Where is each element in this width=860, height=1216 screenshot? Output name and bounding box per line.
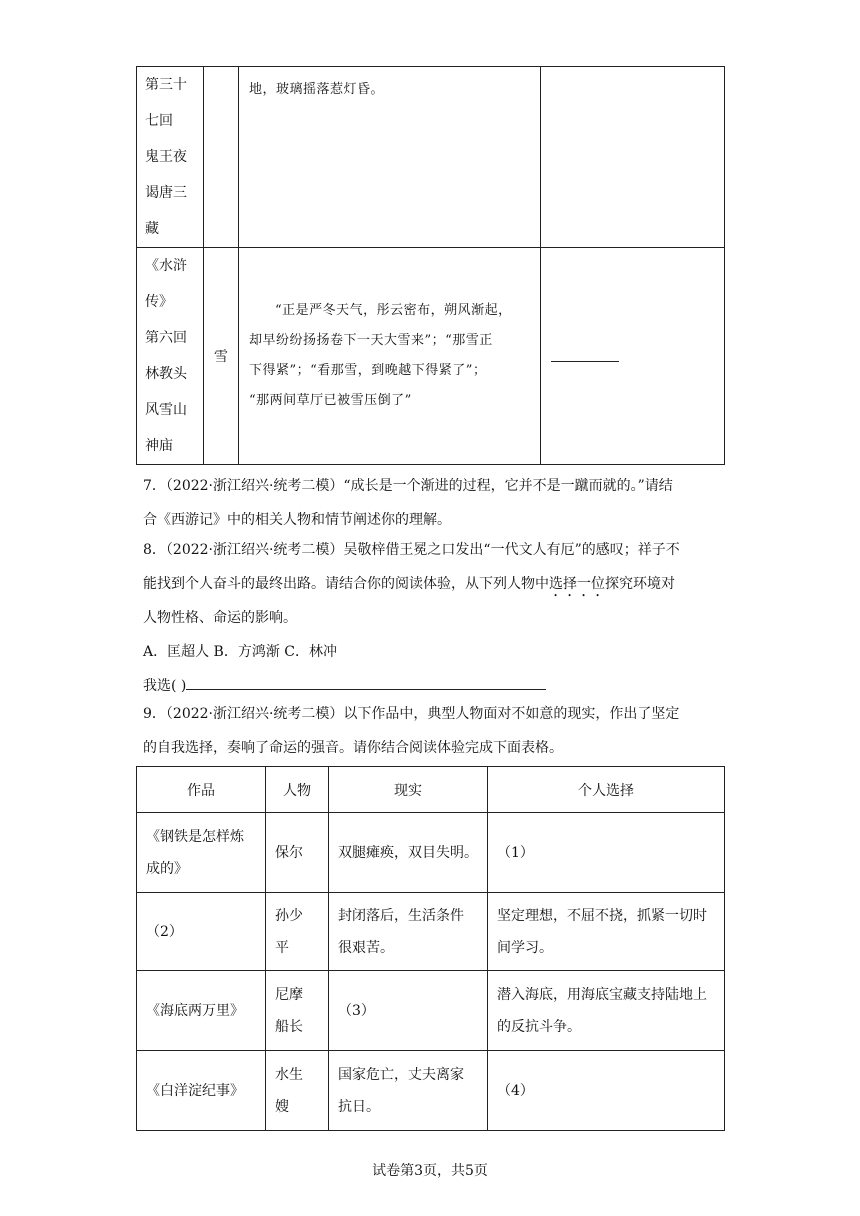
header-cell: 个人选择 — [488, 767, 725, 813]
answer-blank[interactable] — [551, 347, 619, 362]
work-cell — [137, 1051, 266, 1131]
question-text: 8．（2022·浙江绍兴·统考二模）吴敬梓借王冕之口发出“一代文人有厄”的感叹；祥子不 — [143, 542, 680, 558]
cell-line: 船长 — [275, 1018, 303, 1035]
reality-cell — [329, 971, 488, 1051]
reading-table — [136, 766, 725, 1131]
quote-line: “正是严冬天气，彤云密布，朔风渐起， — [275, 303, 512, 318]
question-text-part: 能找到个人奋斗的最终出路。请结合你的阅读体验，从下列人物中 — [143, 576, 549, 592]
chapter-line: 谒唐三 — [145, 185, 187, 201]
chapter-line: 传》 — [145, 294, 173, 310]
cell-line: 保尔 — [275, 844, 303, 861]
text-cell — [239, 248, 541, 465]
cell-line: 成的》 — [146, 860, 188, 877]
chapter-line: 风雪山 — [145, 402, 187, 418]
table-header-row — [137, 767, 725, 813]
cell-line: （2） — [146, 923, 183, 940]
question-text: 7．（2022·浙江绍兴·统考二模）“成长是一个渐进的过程，它并不是一蹴而就的。”请结 — [143, 478, 673, 494]
chapter-line: 第六回 — [145, 330, 187, 346]
choice-cell — [488, 813, 725, 893]
person-cell — [266, 813, 329, 893]
question-text: 的自我选择，奏响了命运的强音。请你结合阅读体验完成下面表格。 — [143, 740, 563, 756]
cell-line: 孙少 — [275, 907, 303, 924]
cell-line: 的反抗斗争。 — [497, 1018, 581, 1035]
cell-line: 《白洋淀纪事》 — [146, 1082, 244, 1099]
person-cell — [266, 971, 329, 1051]
item-label: 雪 — [214, 349, 228, 365]
reality-cell — [329, 813, 488, 893]
person-cell — [266, 893, 329, 971]
table-row — [137, 813, 725, 893]
quote-line: 下得紧”；“看那雪，到晚越下得紧了”； — [249, 363, 487, 378]
question-text: 合《西游记》中的相关人物和情节阐述你的理解。 — [143, 512, 451, 528]
literature-table — [136, 66, 725, 465]
chapter-line: 鬼王夜 — [145, 149, 187, 165]
item-cell — [204, 67, 239, 248]
text-cell — [239, 67, 541, 248]
page-footer: 试卷第3页，共5页 — [372, 1163, 488, 1179]
header-cell: 人物 — [266, 767, 329, 813]
question-text: 人物性格、命运的影响。 — [143, 610, 297, 626]
table-row — [137, 893, 725, 971]
cell-line: 很艰苦。 — [338, 939, 394, 956]
header-cell: 作品 — [137, 767, 266, 813]
question-text: 9．（2022·浙江绍兴·统考二模）以下作品中，典型人物面对不如意的现实，作出了坚定 — [143, 706, 680, 722]
cell-line: 嫂 — [275, 1098, 289, 1115]
question-9 — [143, 697, 725, 765]
answer-cell — [541, 248, 725, 465]
cell-line: 间学习。 — [497, 939, 553, 956]
cell-line: 水生 — [275, 1066, 303, 1083]
cell-line: 双腿瘫痪，双目失明。 — [338, 844, 478, 861]
question-text-part: 探究环境对 — [605, 576, 675, 592]
choice-cell — [488, 971, 725, 1051]
cell-line: 尼摩 — [275, 986, 303, 1003]
question-7 — [143, 469, 725, 537]
cell-line: （4） — [497, 1082, 534, 1099]
work-cell — [137, 971, 266, 1051]
answer-blank[interactable] — [186, 673, 546, 690]
item-cell — [204, 248, 239, 465]
emphasized-text: 选择一位 — [549, 576, 605, 592]
choice-cell — [488, 1051, 725, 1131]
cell-line: 封闭落后，生活条件 — [338, 907, 464, 924]
cell-line: 平 — [275, 939, 289, 956]
answer-cell — [541, 67, 725, 248]
cell-line: 坚定理想，不屈不挠，抓紧一切时 — [497, 907, 707, 924]
table-row — [137, 971, 725, 1051]
cell-line: 抗日。 — [338, 1098, 380, 1115]
reality-cell — [329, 1051, 488, 1131]
cell-line: （3） — [338, 1002, 375, 1019]
table-row — [137, 1051, 725, 1131]
chapter-line: 藏 — [145, 221, 159, 237]
cell-line: 潜入海底，用海底宝藏支持陆地上 — [497, 986, 707, 1003]
header-cell: 现实 — [329, 767, 488, 813]
chapter-line: 七回 — [145, 113, 173, 129]
quote-line: 地，玻璃摇落惹灯昏。 — [249, 82, 385, 97]
person-cell — [266, 1051, 329, 1131]
choice-cell — [488, 893, 725, 971]
quote-line: “那两间草厅已被雪压倒了” — [249, 393, 412, 408]
quote-line: 却早纷纷扬扬卷下一天大雪来”；“那雪正 — [249, 333, 493, 348]
choose-label: 我选( ) — [143, 678, 187, 694]
options-line: A．匡超人 B．方鸿渐 C．林冲 — [143, 644, 338, 660]
cell-line: 《海底两万里》 — [146, 1002, 244, 1019]
chapter-line: 神庙 — [145, 438, 173, 454]
chapter-cell — [137, 67, 204, 248]
question-8 — [143, 533, 725, 703]
cell-line: 国家危亡，丈夫离家 — [338, 1066, 464, 1083]
work-cell — [137, 813, 266, 893]
chapter-line: 林教头 — [145, 366, 187, 382]
reality-cell — [329, 893, 488, 971]
chapter-line: 第三十 — [145, 77, 187, 93]
cell-line: 《钢铁是怎样炼 — [146, 828, 244, 845]
work-cell — [137, 893, 266, 971]
question-text — [143, 567, 725, 601]
cell-line: （1） — [497, 844, 534, 861]
chapter-cell — [137, 248, 204, 465]
chapter-line: 《水浒 — [145, 258, 187, 274]
